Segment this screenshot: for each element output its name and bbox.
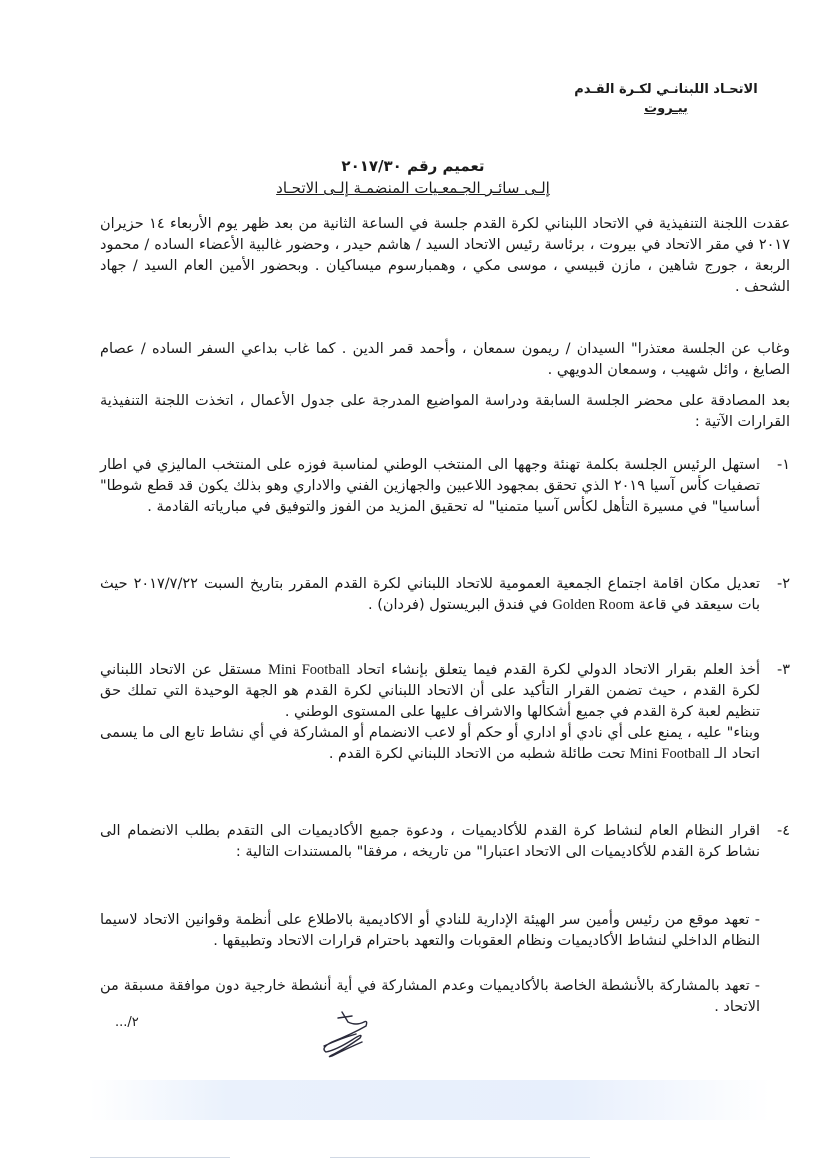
- decision-number: ٢-: [776, 576, 790, 592]
- decision-number: ١-: [776, 457, 790, 473]
- decision-text-part: تعديل مكان اقامة اجتماع الجمعية العمومية للاتحاد اللبناني لكرة القدم المقرر بتاريخ السبت ٢٠١٧/٧/٢٢ حيث بات سيعقد في قاعة: [100, 576, 760, 613]
- decision-text: اقرار النظام العام لنشاط كرة القدم للأكاديميات ، ودعوة جميع الأكاديميات الى التقدم بطلب الانضمام الى نشاط كرة القدم للأكاديميات الى الاتحاد اعتبارا" من تاريخه ، مرفقا" بالمستندات التالية :: [100, 823, 760, 860]
- mini-football-term: Mini Football: [629, 746, 710, 762]
- organization-name: الاتحـاد اللبنانـي لكـرة القـدم: [574, 82, 758, 97]
- scan-artifact-line: [330, 1157, 590, 1158]
- decision-number: ٣-: [776, 662, 790, 678]
- decision-text-part: تحت طائلة شطبه من الاتحاد اللبناني لكرة القدم .: [328, 746, 625, 762]
- intro-paragraph: بعد المصادقة على محضر الجلسة السابقة ودراسة المواضيع المدرجة على جدول الأعمال ، اتخذت اللجنة التنفيذية القرارات الآتية :: [100, 393, 790, 430]
- circular-title: تعميم رقم ٢٠١٧/٣٠: [341, 157, 485, 175]
- decision-text-part: في فندق البريستول (فردان) .: [368, 597, 548, 613]
- attachment-item: - تعهد بالمشاركة بالأنشطة الخاصة بالأكاديميات وعدم المشاركة في أية أنشطة خارجية دون موافقة مسبقة من الاتحاد .: [100, 978, 760, 1015]
- circular-addressee: إلـى سائـر الجـمعـيات المنضمـة إلـى الاتحـاد: [276, 179, 550, 197]
- decision-3: [100, 660, 790, 765]
- decision-text-part: مستقل عن الاتحاد اللبناني لكرة القدم ، حيث تضمن القرار التأكيد على أن الاتحاد اللبناني لكرة القدم هو الجهة الوحيدة التي تملك حق تنظيم لعبة كرة القدم في جميع أشكالها والاشراف عليها على المستوى الوطني .: [100, 662, 760, 720]
- circular-header: [0, 155, 826, 199]
- scan-artifact-line: [90, 1157, 230, 1158]
- venue-name: Golden Room: [552, 597, 635, 613]
- decision-4: [100, 821, 790, 863]
- decision-text: [100, 574, 760, 616]
- attachment-item: - تعهد موقع من رئيس وأمين سر الهيئة الإدارية للنادي أو الاكاديمية بالاطلاع على أنظمة وقوانين الاتحاد لاسيما النظام الداخلي لنشاط الأكاديميات ونظام العقوبات والتعهد باحترام قرارات الاتحاد وتطبيقها .: [100, 912, 760, 949]
- signature-icon: [312, 1008, 382, 1060]
- decision-text: [100, 660, 760, 765]
- opening-paragraph: عقدت اللجنة التنفيذية في الاتحاد اللبناني لكرة القدم جلسة في الساعة الثانية من بعد ظهر يوم الأربعاء ١٤ حزيران ٢٠١٧ في مقر الاتحاد في بيروت ، برئاسة رئيس الاتحاد السيد / هاشم حيدر ، وحضور غالبية الأعضاء الساده / محمود الربعة ، جورج شاهين ، مازن قبيسي ، موسى مكي ، وهمبارسوم ميساكيان . وبحضور الأمين العام السيد / جهاد الشحف .: [100, 216, 790, 295]
- decision-number: ٤-: [776, 823, 790, 839]
- decision-text-part: وبناء" عليه ، يمنع على أي نادي أو اداري أو حكم أو لاعب الانضمام أو المشاركة في أي نشاط تابع الى ما يسمى اتحاد الـ: [100, 725, 760, 762]
- decision-1: [100, 455, 790, 518]
- absent-paragraph: وغاب عن الجلسة معتذرا" السيدان / ريمون سمعان ، وأحمد قمر الدين . كما غاب بداعي السفر الساده / عصام الصايغ ، وائل شهيب ، وسمعان الدويهي .: [100, 341, 790, 378]
- city-name: بيـروت: [644, 101, 688, 116]
- scan-artifact: [90, 1080, 770, 1120]
- decision-text-part: أخذ العلم بقرار الاتحاد الدولي لكرة القدم فيما يتعلق بإنشاء اتحاد: [356, 662, 760, 678]
- decision-text: استهل الرئيس الجلسة بكلمة تهنئة وجهها الى المنتخب الوطني لمناسبة فوزه على المنتخب الماليزي في اطار تصفيات كأس آسيا ٢٠١٩ الذي تحقق بمجهود اللاعبين والجهازين الفني والاداري وهو بذلك يكون قد قطع شوطا" أساسيا" في مسيرة التأهل لكأس آسيا متمنيا" له تحقيق المزيد من الفوز والتوفيق في مبارياته القادمة .: [100, 457, 760, 515]
- mini-football-term: Mini Football: [268, 662, 351, 678]
- page-indicator: ٢/...: [115, 1015, 139, 1030]
- decision-2: [100, 574, 790, 616]
- letterhead: [546, 80, 786, 118]
